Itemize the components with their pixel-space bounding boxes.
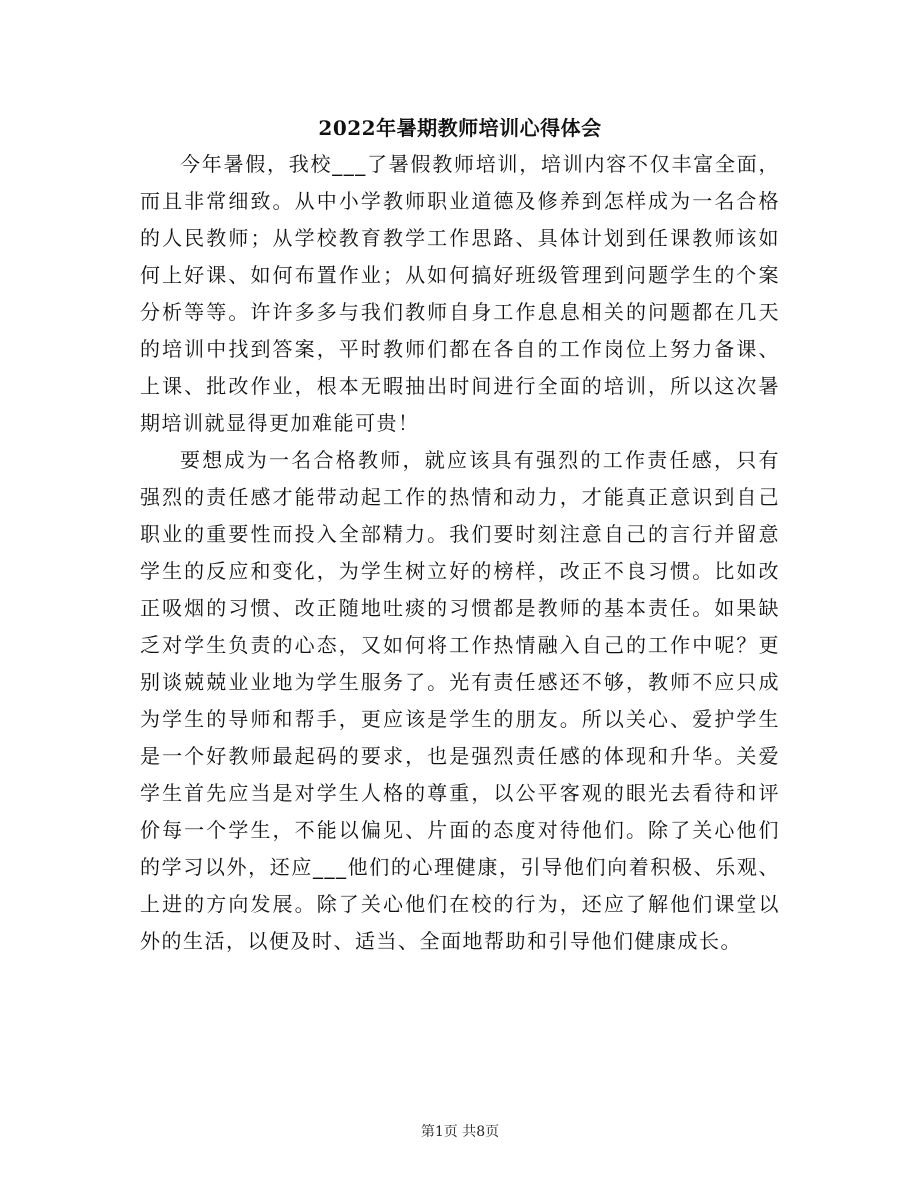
document-body <box>140 146 780 960</box>
paragraph-2: 要想成为一名合格教师，就应该具有强烈的工作责任感，只有强烈的责任感才能带动起工作的热情和动力，才能真正意识到自己职业的重要性而投入全部精力。我们要时刻注意自己的言行并留意学生的反应和变化，为学生树立好的榜样，改正不良习惯。比如改正吸烟的习惯、改正随地吐痰的习惯都是教师的基本责任。如果缺乏对学生负责的心态，又如何将工作热情融入自己的工作中呢？更别谈兢兢业业地为学生服务了。光有责任感还不够，教师不应只成为学生的导师和帮手，更应该是学生的朋友。所以关心、爱护学生是一个好教师最起码的要求，也是强烈责任感的体现和升华。关爱学生首先应当是对学生人格的尊重，以公平客观的眼光去看待和评价每一个学生，不能以偏见、片面的态度对待他们。除了关心他们的学习以外，还应___他们的心理健康，引导他们向着积极、乐观、上进的方向发展。除了关心他们在校的行为，还应了解他们课堂以外的生活，以便及时、适当、全面地帮助和引导他们健康成长。 <box>140 448 780 953</box>
paragraph-1: 今年暑假，我校___了暑假教师培训，培训内容不仅丰富全面，而且非常细致。从中小学教师职业道德及修养到怎样成为一名合格的人民教师；从学校教育教学工作思路、具体计划到任课教师该如何上好课、如何布置作业；从如何搞好班级管理到问题学生的个案分析等等。许许多多与我们教师自身工作息息相关的问题都在几天的培训中找到答案，平时教师们都在各自的工作岗位上努力备课、上课、批改作业，根本无暇抽出时间进行全面的培训，所以这次暑期培训就显得更加难能可贵！ <box>140 152 780 435</box>
document-title: 2022年暑期教师培训心得体会 <box>318 116 602 140</box>
page-number-footer: 第1页 共8页 <box>420 1124 500 1140</box>
